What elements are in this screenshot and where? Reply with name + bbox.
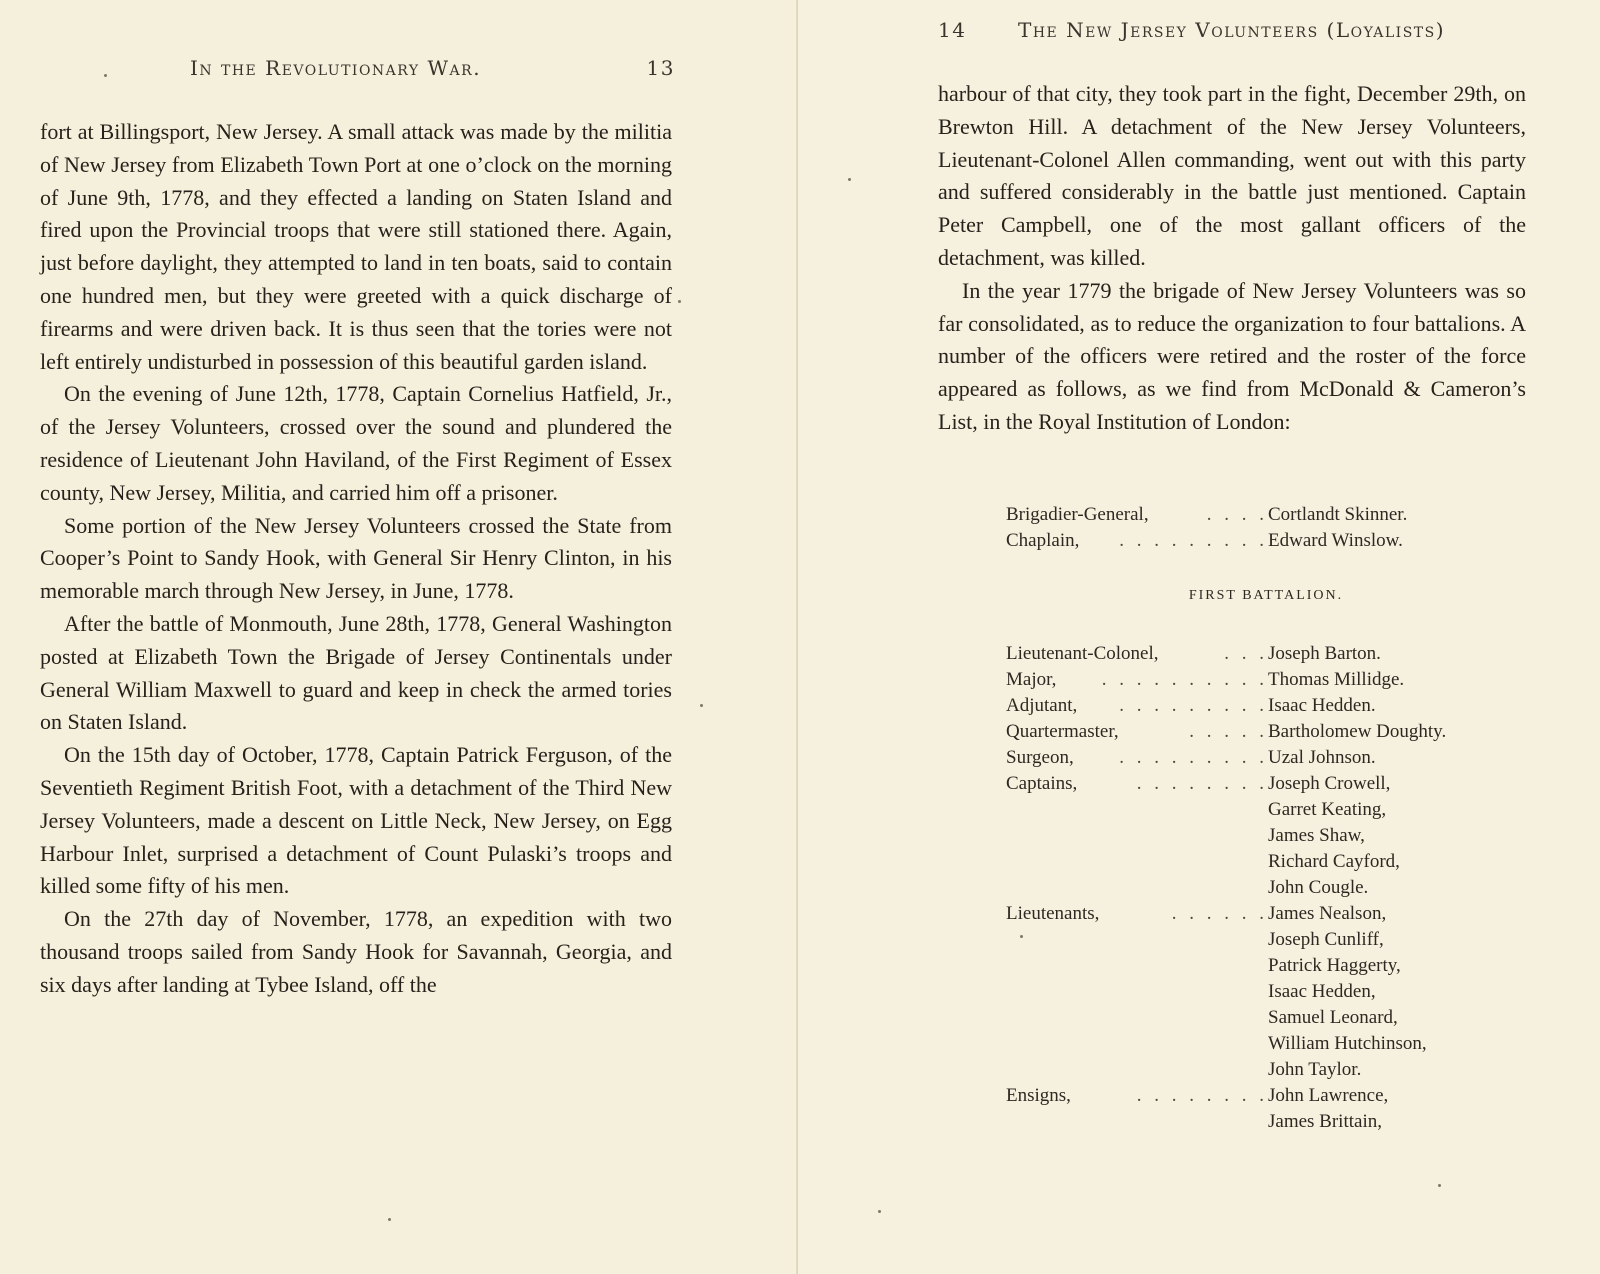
print-speck: [388, 1218, 391, 1221]
leader-dots: . . . . . . . . .: [1119, 747, 1268, 768]
roster-row: [1006, 797, 1526, 823]
staff-roster: [1006, 502, 1526, 554]
roster-row: [1006, 849, 1526, 875]
leader-dots: . . . . .: [1189, 721, 1268, 742]
rank-label: Adjutant,: [1006, 695, 1078, 716]
officer-name: James Brittain,: [1268, 1111, 1382, 1132]
officer-name: James Shaw,: [1268, 825, 1365, 846]
officer-name: Thomas Millidge.: [1268, 669, 1405, 690]
officer-name: Joseph Cunliff,: [1268, 929, 1384, 950]
officer-name: John Taylor.: [1268, 1059, 1362, 1080]
rank-label: Brigadier-General,: [1006, 504, 1149, 525]
officer-name: James Nealson,: [1268, 903, 1387, 924]
print-speck: [700, 704, 703, 707]
officer-name: Isaac Hedden,: [1268, 981, 1376, 1002]
officer-name: Samuel Leonard,: [1268, 1007, 1398, 1028]
officer-name: Garret Keating,: [1268, 799, 1387, 820]
officer-name: Cortlandt Skinner.: [1268, 504, 1408, 525]
roster-row: [1006, 953, 1526, 979]
roster-row: [1006, 1109, 1526, 1135]
officer-name: John Cougle.: [1268, 877, 1369, 898]
paragraph: On the 15th day of October, 1778, Captain Patrick Ferguson, of the Seventieth Regiment British Foot, with a detachment of the Third New Jersey Volunteers, made a descent on Little Neck, New Jersey, on Egg Harbour Inlet, surprised a detachment of Count Pulaski’s troops and killed some fifty of his men.: [40, 742, 672, 899]
left-header-title: In the Revolutionary War.: [190, 56, 482, 80]
officer-name: Joseph Barton.: [1268, 643, 1381, 664]
print-speck: [878, 1210, 881, 1213]
rank-label: Lieutenant-Colonel,: [1006, 643, 1159, 664]
rank-label: Major,: [1006, 669, 1057, 690]
print-speck: [1020, 935, 1023, 938]
print-speck: [1438, 1184, 1441, 1187]
print-speck: [848, 178, 851, 181]
roster-row: [1006, 1083, 1526, 1109]
roster-row: [1006, 528, 1526, 554]
roster-row: [1006, 641, 1526, 667]
rank-label: Lieutenants,: [1006, 903, 1100, 924]
leader-dots: . . .: [1224, 643, 1268, 664]
left-page-number: 13: [646, 56, 675, 80]
officer-name: Richard Cayford,: [1268, 851, 1400, 872]
rank-label: Quartermaster,: [1006, 721, 1119, 742]
print-speck: [678, 300, 681, 303]
leader-dots: . . . .: [1206, 504, 1268, 525]
roster-row: [1006, 875, 1526, 901]
roster-row: [1006, 823, 1526, 849]
roster-row: [1006, 1031, 1526, 1057]
paragraph: Some portion of the New Jersey Volunteers crossed the State from Cooper’s Point to Sandy Hook, with General Sir Henry Clinton, in his memorable march through New Jersey, in June, 1778.: [40, 512, 672, 604]
leader-dots: . . . . . . . . .: [1119, 530, 1268, 551]
officer-name: William Hutchinson,: [1268, 1033, 1427, 1054]
leader-dots: . . . . . . . . . .: [1101, 669, 1268, 690]
officer-name: Edward Winslow.: [1268, 530, 1403, 551]
roster-row: [1006, 502, 1526, 528]
officer-name: Isaac Hedden.: [1268, 695, 1376, 716]
right-page-number: 14: [938, 18, 967, 42]
left-body-text: [40, 116, 672, 1002]
officer-name: Patrick Haggerty,: [1268, 955, 1401, 976]
roster-row: [1006, 927, 1526, 953]
roster-row: [1006, 719, 1526, 745]
roster-row: [1006, 979, 1526, 1005]
roster-row: [1006, 667, 1526, 693]
rank-label: Captains,: [1006, 773, 1078, 794]
right-running-header: [938, 18, 1498, 48]
leader-dots: . . . . . .: [1171, 903, 1268, 924]
paragraph: On the evening of June 12th, 1778, Captain Cornelius Hatfield, Jr., of the Jersey Volunteers, crossed over the sound and plundered the residence of Lieutenant John Haviland, of the First Regiment of Essex county, New Jersey, Militia, and carried him off a prisoner.: [40, 381, 672, 505]
leader-dots: . . . . . . . .: [1136, 773, 1268, 794]
leader-dots: . . . . . . . .: [1136, 1085, 1268, 1106]
roster-row: [1006, 693, 1526, 719]
left-page: [0, 0, 798, 1274]
roster-row: [1006, 771, 1526, 797]
rank-label: Surgeon,: [1006, 747, 1074, 768]
paragraph: fort at Billingsport, New Jersey. A small attack was made by the militia of New Jersey from Elizabeth Town Port at one o’clock on the morning of June 9th, 1778, and they effected a landing on Staten Island and fired upon the Provincial troops that were still stationed there. Again, just before daylight, they attempted to land in ten boats, said to contain one hundred men, but they were greeted with a quick discharge of firearms and were driven back. It is thus seen that the tories were not left entirely undisturbed in possession of this beautiful garden island.: [40, 119, 672, 374]
paragraph: In the year 1779 the brigade of New Jersey Volunteers was so far consolidated, as to reduce the organization to four battalions. A number of the officers were retired and the roster of the force appeared as follows, as we find from McDonald & Cameron’s List, in the Royal Institution of London:: [938, 277, 1526, 434]
right-body-text: [938, 78, 1526, 439]
paragraph: harbour of that city, they took part in the fight, December 29th, on Brewton Hill. A detachment of the New Jersey Volunteers, Lieutenant-Colonel Allen commanding, went out with this party and suffered considerably in the battle just mentioned. Captain Peter Campbell, one of the most gallant officers of the detachment, was killed.: [938, 81, 1526, 270]
roster-row: [1006, 1005, 1526, 1031]
officer-name: Joseph Crowell,: [1268, 773, 1391, 794]
leader-dots: . . . . . . . . .: [1119, 695, 1268, 716]
roster-row: [1006, 745, 1526, 771]
officer-name: Bartholomew Doughty.: [1268, 721, 1447, 742]
rank-label: Ensigns,: [1006, 1085, 1071, 1106]
rank-label: Chaplain,: [1006, 530, 1080, 551]
right-page: [798, 0, 1600, 1274]
battalion-heading: FIRST BATTALION.: [1188, 588, 1344, 603]
roster-row: [1006, 901, 1526, 927]
left-running-header: [190, 56, 675, 86]
officer-name: John Lawrence,: [1268, 1085, 1389, 1106]
roster-row: [1006, 1057, 1526, 1083]
officer-name: Uzal Johnson.: [1268, 747, 1376, 768]
right-header-title: The New Jersey Volunteers (Loyalists): [1018, 18, 1446, 42]
battalion-roster: [1006, 641, 1526, 1135]
paragraph: After the battle of Monmouth, June 28th, 1778, General Washington posted at Elizabeth Town the Brigade of Jersey Continentals under General William Maxwell to guard and keep in check the armed tories on Staten Island.: [40, 610, 672, 735]
print-speck: [104, 74, 107, 77]
paragraph: On the 27th day of November, 1778, an expedition with two thousand troops sailed from Sandy Hook for Savannah, Georgia, and six days after landing at Tybee Island, off the: [40, 906, 672, 997]
